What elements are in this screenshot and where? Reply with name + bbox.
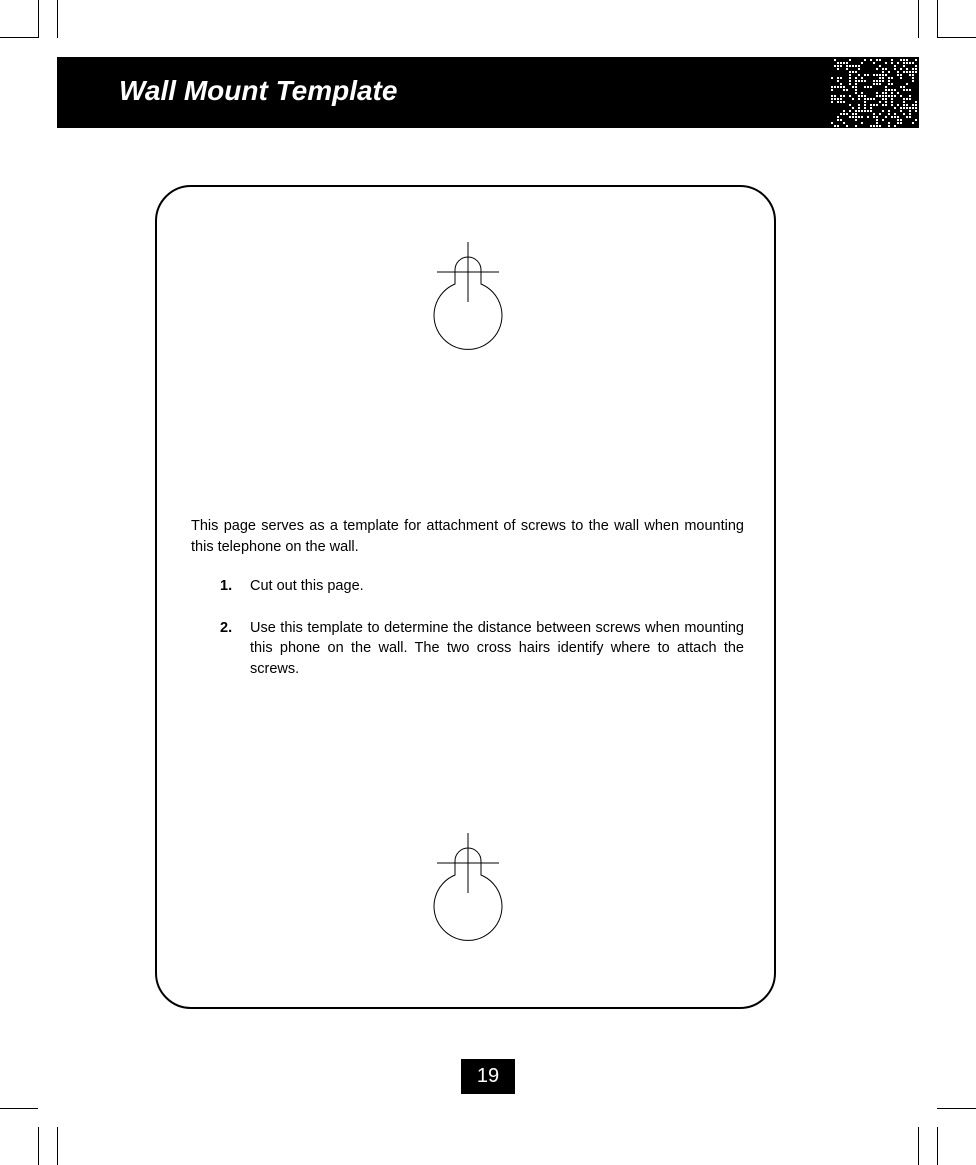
crop-mark bbox=[57, 0, 58, 38]
crop-mark bbox=[937, 37, 976, 38]
crosshair-keyhole-bottom bbox=[433, 833, 503, 943]
crosshair-keyhole-top bbox=[433, 242, 503, 352]
crop-mark bbox=[937, 1127, 938, 1165]
list-item bbox=[191, 618, 744, 680]
crop-mark bbox=[937, 1108, 976, 1109]
step-number: 2. bbox=[220, 619, 233, 636]
page-number: 19 bbox=[461, 1059, 515, 1094]
crop-mark bbox=[918, 1127, 919, 1165]
page-title: Wall Mount Template bbox=[119, 75, 398, 106]
crop-mark bbox=[0, 37, 38, 38]
step-number: 1. bbox=[220, 578, 233, 594]
crop-mark bbox=[0, 1108, 38, 1109]
crop-mark bbox=[57, 1127, 58, 1165]
crop-mark bbox=[38, 0, 39, 38]
header-bar bbox=[57, 57, 919, 128]
crop-mark bbox=[38, 1127, 39, 1165]
instruction-list bbox=[191, 576, 744, 700]
crop-mark bbox=[937, 0, 938, 38]
halftone-pattern bbox=[829, 57, 919, 128]
step-text: Cut out this page. bbox=[250, 578, 364, 594]
intro-paragraph: This page serves as a template for attachment of screws to the wall when mounting this telephone on the wall. bbox=[191, 518, 744, 555]
list-item bbox=[191, 576, 744, 597]
step-text: Use this template to determine the distance between screws when mounting this phone on the wall. The two cross hairs identify where to attach the screws. bbox=[250, 619, 744, 677]
crop-mark bbox=[918, 0, 919, 38]
